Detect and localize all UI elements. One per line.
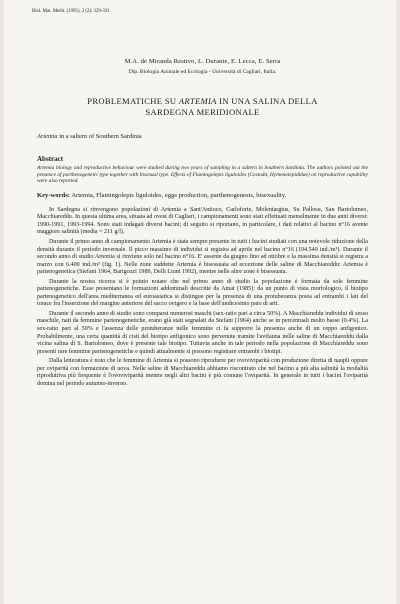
journal-citation: Biol. Mar. Medit. (1995), 2 (2): 329-331 [32, 9, 110, 14]
keywords-text: Artemia, Flamingolepis liguloides, eggs production, parthenogenesis, bisexuality. [69, 191, 287, 199]
paper-page [4, 0, 396, 604]
body-paragraph: Durante il primo anno di campionamento Artemia è stata sempre presente in tutti i bacini studiati con una notevole riduzione della densità durante il periodo invernale. Il picco massimo di individui si registra ad aprile nel bacino n°16 (104.540 ind./m³). Durante il secondo anno di studio Artemia si rinviene solo nel bacino n°16. E' assente da giugno fino ad ottobre e la massima densità si registra a marzo con 6.400 ind./m³ (fig. 1). Nelle zone suddette Artemia è bisessuata ad eccezione delle saline di Macchiareddu: Artemia è partenogenetica (Stefani 1964, Barigozzi 1989, Delli Liuni 1992), mentre nelle altre zone è bisessuata. [37, 238, 368, 276]
body-paragraph: Dalla letteratura è noto che le femmine di Artemia si possono riprodurre per ovoviviparità con produzione diretta di naupli oppure per oviparità con formazione di uova. Nelle saline di Macchiareddu abbiamo riscontrato che nel bacino a più alta salinità la modalità riproduttiva più frequente è l'ovoviviparità mentre negli altri bacini è più comune l'oviparità. In generale in tutti i bacini l'oviparità domina nel periodo autunno-inverno. [37, 358, 368, 387]
paper-title [37, 96, 368, 117]
abstract-text: Artemia biology and reproductive behaviour were studied during two years of sampling in a saltern in Southern Sardinia. The authors pointed out the presence of parthenogenetic type together with bisexual type. Effects of Flamingolepis liguloides (Cestoda, Hymenolepididae) on reproductive capability were also reported. [37, 165, 368, 185]
author-list: M.A. de Miranda Restivo, L. Durante, E. Lecca, E. Serra [124, 58, 281, 65]
affiliation: Dip. Biologia Animale ed Ecologia - Università di Cagliari, Italia. [128, 69, 277, 75]
body-paragraph: In Sardegna si rinvengono popolazioni di Artemia a Sant'Antioco, Carloforte, Molentargius, Su Pallosu, San Bartolomeo, Macchiareddu. In questa ultima area, situata ad ovest di Cagliari, i campionamenti sono stati effettuati mensilmente in due anni diversi: 1990-1991, 1993-1994. Sono stati indagati diversi bacini; di seguito si riportano, in particolare, i dati relativi al bacino n°16 avente maggiore salinità (media = 211 g/l). [37, 206, 368, 236]
keywords [37, 192, 368, 200]
keywords-label: Key-words: [37, 191, 70, 199]
body-paragraph: Durante il secondo anno di studio sono comparsi numerosi maschi (sex-ratio pari a circa 50%). A Macchiareddu individui di sesso maschile, nati da femmine partenogenetiche, erano già stati segnalati da Stefani (1964) anche se in percentuali molto basse (0.4%). La sex-ratio pari al 50% e l'assenza delle protuberanze nelle femmine ci fa supporre la presenza anche di un ceppo anfigonico. Probabilmente, una certa quantità di cisti del biotipo anfigonico sono pervenute tramite l'avifauna nelle saline di Macchiareddu dalla vicina salina di S. Bartolomeo, dove è presente tale biotipo. Tuttavia anche in tale periodo nella popolazione di Macchiareddu sono presenti rare femmine partenogenetiche e quindi attualmente si possono registrare entrambi i biotipi. [37, 310, 368, 355]
english-title [37, 133, 368, 140]
title-part-2: IN UNA SALINA DELLA [216, 96, 318, 106]
title-part-1: PROBLEMATICHE SU [87, 96, 179, 106]
body-text [37, 207, 368, 389]
body-paragraph: Durante la nostra ricerca si è potuto notare che nel primo anno di studio la popolazione è formata da sole femmine partenogenetiche. Esse presentano le formazioni addominali descritte da Amat (1985): da un punto di vista morfologico, il biotipo partenogenetico dell'area mediterranea ed euroasiatica si distingue per la presenza di una protuberanza posta ad entrambi i lati del torace fra l'inserzione del margine anteriore del sacco ovigero e la base dell'undicesimo paio di arti. [37, 278, 368, 308]
english-title-italic: Artemia [37, 133, 58, 140]
english-title-rest: in a saltern of Southern Sardinia [57, 133, 142, 140]
title-italic: ARTEMIA [178, 96, 217, 106]
title-line-2: SARDEGNA MERIDIONALE [145, 106, 260, 117]
abstract-heading: Abstract [37, 155, 64, 163]
